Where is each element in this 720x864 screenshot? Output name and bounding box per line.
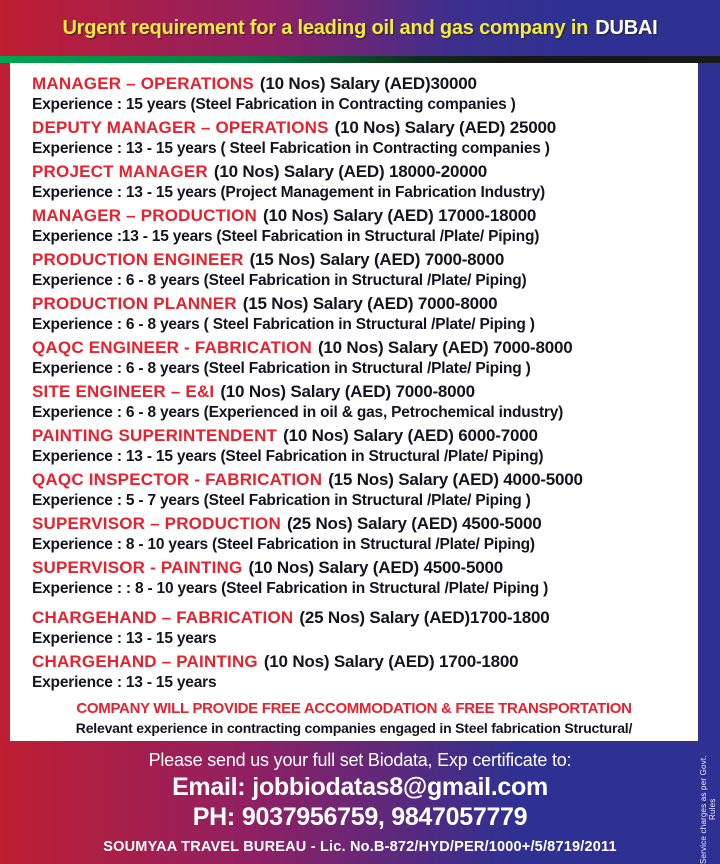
footer-phone-line [0,802,720,832]
job-title: SITE ENGINEER – E&I [32,382,215,401]
job-title-line [32,470,692,491]
job-listing [32,558,692,598]
job-listing [32,382,692,422]
banner-highlight-dubai: DUBAI [595,16,658,39]
job-meta: (10 Nos) Salary (AED) 25000 [334,118,557,137]
job-experience: Experience : 6 - 8 years ( Steel Fabrication in Structural /Plate/ Piping ) [32,316,535,333]
footer-email-line [0,772,720,802]
job-meta: (10 Nos) Salary (AED) 4500-5000 [248,558,504,577]
job-title-line [32,118,692,139]
job-title-line [32,294,692,315]
job-title: QAQC ENGINEER - FABRICATION [32,338,312,357]
job-title-line [32,250,692,271]
job-listing [32,206,692,246]
job-title: PAINTING SUPERINTENDENT [32,426,278,445]
job-title: PRODUCTION ENGINEER [32,250,244,269]
job-title-line [32,514,692,535]
job-title: CHARGEHAND – PAINTING [32,652,258,671]
job-listing [32,250,692,290]
job-title-line [32,74,692,95]
job-meta: (10 Nos) Salary (AED)30000 [259,74,477,93]
job-experience: Experience : 13 - 15 years ( Steel Fabrication in Contracting companies ) [32,140,550,157]
job-title: PRODUCTION PLANNER [32,294,237,313]
job-listing [32,470,692,510]
job-listing [32,652,692,692]
job-experience: Experience : 13 - 15 years (Steel Fabrication in Structural /Plate/ Piping) [32,448,544,465]
job-listing [32,426,692,466]
job-meta: (25 Nos) Salary (AED)1700-1800 [299,608,550,627]
footer-instruction: Please send us your full set Biodata, Exp certificate to: [148,750,572,770]
job-list [0,63,720,741]
job-title: CHARGEHAND – FABRICATION [32,608,294,627]
banner-title [62,17,657,40]
email-address: jobbiodatas8@gmail.com [252,773,548,801]
job-experience: Experience : 6 - 8 years (Steel Fabrication in Structural /Plate/ Piping) [32,272,527,289]
job-title: MANAGER – OPERATIONS [32,74,254,93]
job-meta: (25 Nos) Salary (AED) 4500-5000 [286,514,542,533]
job-meta: (10 Nos) Salary (AED) 7000-8000 [317,338,573,357]
job-title: PROJECT MANAGER [32,162,208,181]
job-listing [32,118,692,158]
job-experience: Experience : 6 - 8 years (Experienced in oil & gas, Petrochemical industry) [32,404,564,421]
job-experience: Experience : 15 years (Steel Fabrication in Contracting companies ) [32,96,516,113]
job-listing [32,338,692,378]
job-title-line [32,652,692,673]
job-title: SUPERVISOR – PRODUCTION [32,514,281,533]
footer-contact-panel [0,741,720,864]
job-experience: Experience :13 - 15 years (Steel Fabrication in Structural /Plate/ Piping) [32,228,540,245]
job-listing [32,294,692,334]
service-charges-note: Service charges as per Govt. Rules [699,755,717,864]
job-title-line [32,426,692,447]
phone-numbers: 9037956759, 9847057779 [241,803,528,831]
job-title-line [32,382,692,403]
email-label: Email: [172,773,246,801]
job-experience: Experience : 13 - 15 years [32,630,217,647]
job-title-line [32,558,692,579]
banner-title-text: Urgent requirement for a leading oil and gas company in [62,16,589,39]
job-experience: Experience : 5 - 7 years (Steel Fabrication in Structural /Plate/ Piping ) [32,492,531,509]
job-meta: (15 Nos) Salary (AED) 4000-5000 [328,470,583,489]
job-title-line [32,608,692,629]
job-meta: (10 Nos) Salary (AED) 7000-8000 [220,382,475,401]
job-title-line [32,206,692,227]
note-headline: COMPANY WILL PROVIDE FREE ACCOMMODATION & FREE TRANSPORTATION [76,700,632,717]
phone-label: PH: [192,803,235,831]
job-meta: (10 Nos) Salary (AED) 17000-18000 [263,206,537,225]
job-title-line [32,338,692,359]
job-experience: Experience : 13 - 15 years (Project Management in Fabrication Industry) [32,184,545,201]
job-title: QAQC INSPECTOR - FABRICATION [32,470,323,489]
job-listing [32,74,692,114]
job-experience: Experience : : 8 - 10 years (Steel Fabrication in Structural /Plate/ Piping ) [32,580,549,597]
job-title: DEPUTY MANAGER – OPERATIONS [32,118,329,137]
agency-license-line: SOUMYAA TRAVEL BUREAU - Lic. No.B-872/HYD/PER/1000+/5/8719/2011 [103,839,617,855]
job-meta: (15 Nos) Salary (AED) 7000-8000 [242,294,498,313]
job-experience: Experience : 6 - 8 years (Steel Fabrication in Structural /Plate/ Piping ) [32,360,531,377]
header-banner [0,0,720,56]
job-meta: (10 Nos) Salary (AED) 1700-1800 [263,652,519,671]
job-meta: (15 Nos) Salary (AED) 7000-8000 [249,250,505,269]
job-title-line [32,162,692,183]
job-meta: (10 Nos) Salary (AED) 18000-20000 [213,162,487,181]
job-experience: Experience : 8 - 10 years (Steel Fabrication in Structural /Plate/ Piping) [32,536,535,553]
note-detail-line1: Relevant experience in contracting companies engaged in Steel fabrication Structural/ [75,720,633,736]
gradient-divider-strip [0,56,720,63]
job-title: MANAGER – PRODUCTION [32,206,258,225]
job-experience: Experience : 13 - 15 years [32,674,217,691]
job-listing [32,608,692,648]
job-listing [32,162,692,202]
job-meta: (10 Nos) Salary (AED) 6000-7000 [283,426,538,445]
job-title: SUPERVISOR - PAINTING [32,558,243,577]
job-listing [32,514,692,554]
